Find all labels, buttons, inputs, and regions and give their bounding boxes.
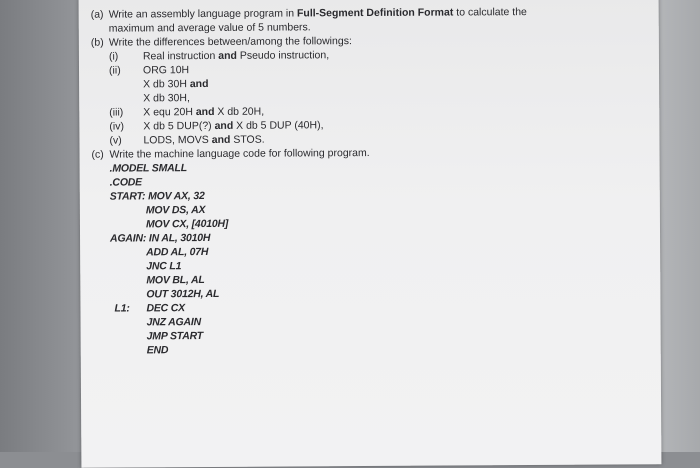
item-text-pre: X db 5 DUP(?) <box>143 120 214 132</box>
question-c-label: (c) <box>91 148 109 162</box>
item-text-post: X db 5 DUP (40H), <box>233 119 323 132</box>
code-line <box>93 340 653 357</box>
code-text: MOV BL, AL <box>146 274 204 286</box>
question-a-line2: maximum and average value of 5 numbers. <box>91 18 651 35</box>
question-c-text: Write the machine language code for following program. <box>109 147 369 161</box>
question-b-item-text <box>143 63 189 77</box>
code-text: OUT 3012H, AL <box>146 288 219 300</box>
item-text-bold: and <box>218 50 237 62</box>
question-a-text-after: to calculate the <box>453 6 527 18</box>
question-b-item-text <box>143 91 190 105</box>
code-text: MOV DS, AX <box>146 204 206 216</box>
question-b-item-number: (i) <box>109 50 118 64</box>
item-text-pre: LODS, MOVS <box>143 134 211 146</box>
item-text-pre: X db 30H <box>143 78 190 90</box>
item-text-pre: X db 30H, <box>143 92 190 104</box>
question-b-item-text <box>143 48 329 63</box>
question-b-item-text <box>143 77 208 91</box>
code-text: MOV CX, [4010H] <box>146 218 228 231</box>
question-b-item-text <box>143 118 323 133</box>
item-text-pre: ORG 10H <box>143 64 189 76</box>
item-text-post: STOS. <box>230 134 264 146</box>
code-text: START: MOV AX, 32 <box>110 190 205 203</box>
question-b-item-number: (v) <box>109 134 121 148</box>
question-b-item-text <box>143 105 264 120</box>
paper-sheet <box>79 0 662 468</box>
code-label: L1: <box>114 301 129 315</box>
question-b-item-number: (ii) <box>109 64 121 78</box>
code-block <box>92 158 653 357</box>
code-text: DEC CX <box>146 302 185 314</box>
code-text: .MODEL SMALL <box>110 162 187 174</box>
item-text-bold: and <box>190 78 209 90</box>
code-text: JMP START <box>147 330 203 342</box>
item-text-post: X db 20H, <box>214 106 264 118</box>
item-text-post: Pseudo instruction, <box>237 49 329 62</box>
code-text: END <box>147 344 169 356</box>
question-b-items <box>91 46 652 147</box>
question-a-label: (a) <box>91 8 109 22</box>
question-b-text: Write the differences between/among the followings: <box>109 35 352 48</box>
item-text-pre: X equ 20H <box>143 106 196 118</box>
item-text-pre: Real instruction <box>143 50 218 62</box>
question-b-item-text <box>143 133 264 148</box>
item-text-bold: and <box>215 120 234 132</box>
code-text: AGAIN: IN AL, 3010H <box>110 232 210 245</box>
code-text: JNZ AGAIN <box>147 316 201 328</box>
item-text-bold: and <box>212 134 231 146</box>
code-text: ADD AL, 07H <box>146 246 208 258</box>
question-content <box>91 4 653 357</box>
question-b-label: (b) <box>91 36 109 50</box>
code-text: JNC L1 <box>146 260 181 272</box>
question-b-item-number: (iv) <box>109 120 124 134</box>
question-a-text-before: Write an assembly language program in <box>109 7 297 20</box>
question-b-item-number: (iii) <box>109 106 123 120</box>
code-text: .CODE <box>110 176 142 188</box>
item-text-bold: and <box>196 106 215 118</box>
question-a-bold: Full-Segment Definition Format <box>297 6 453 19</box>
